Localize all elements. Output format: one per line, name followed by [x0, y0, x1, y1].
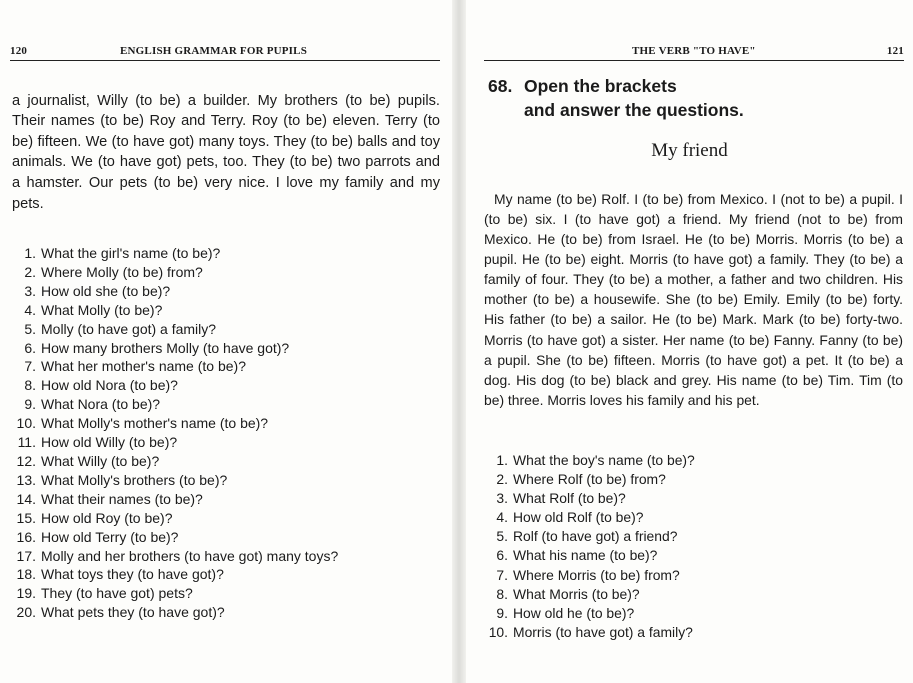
- question-text: How old she (to be)?: [41, 282, 171, 299]
- left-paragraph: a journalist, Willy (to be) a builder. My brothers (to be) pupils. Their names (to be) Roy and Terry. Roy (to be) eleven. Terry (to be) fifteen. We (to have got) many toys. They (to be) balls and toy animals. We (to have got) pets, too. They (to be) two parrots and a hamster. Our pets (to be) very nice. I love my family and my pets.: [12, 92, 440, 212]
- question-number: 6.: [24, 339, 36, 356]
- question-text: They (to have got) pets?: [41, 585, 193, 602]
- question-item: [12, 301, 440, 320]
- question-number: 19.: [16, 585, 36, 602]
- question-number: 1.: [496, 452, 508, 468]
- question-text: What pets they (to have got)?: [41, 604, 225, 621]
- question-text: What toys they (to have got)?: [41, 566, 224, 583]
- question-item: [12, 565, 440, 584]
- question-number: 13.: [16, 471, 36, 488]
- question-text: What Morris (to be)?: [513, 585, 640, 602]
- question-number: 20.: [16, 604, 36, 621]
- question-number: 18.: [16, 566, 36, 583]
- left-running-title: ENGLISH GRAMMAR FOR PUPILS: [120, 45, 308, 57]
- question-item: [12, 471, 440, 490]
- question-number: 1.: [24, 245, 36, 261]
- right-page-number: 121: [886, 45, 904, 57]
- question-text: How old he (to be)?: [513, 604, 635, 621]
- right-running-header: [484, 44, 904, 61]
- question-number: 7.: [496, 566, 508, 583]
- question-item: [484, 527, 903, 546]
- right-running-title: THE VERB "TO HAVE": [632, 45, 756, 57]
- question-item: [12, 376, 440, 395]
- question-item: [12, 339, 440, 358]
- question-item: [12, 528, 440, 547]
- question-item: [12, 244, 440, 263]
- question-number: 5.: [24, 320, 36, 337]
- question-text: What the girl's name (to be)?: [41, 245, 221, 261]
- exercise-heading: [488, 74, 908, 122]
- question-text: Rolf (to have got) a friend?: [513, 528, 678, 545]
- question-item: [484, 470, 903, 489]
- exercise-instruction-line1: Open the brackets: [524, 76, 677, 96]
- question-text: How old Roy (to be)?: [41, 509, 173, 526]
- left-question-list: [12, 244, 440, 622]
- question-item: [12, 509, 440, 528]
- story-title: My friend: [651, 140, 728, 161]
- left-page: [0, 0, 452, 683]
- question-number: 11.: [17, 434, 36, 451]
- question-text: What the boy's name (to be)?: [513, 452, 695, 468]
- question-item: [484, 489, 903, 508]
- question-text: How old Willy (to be)?: [41, 434, 178, 451]
- question-item: [484, 546, 903, 565]
- question-text: What Molly (to be)?: [41, 301, 163, 318]
- question-item: [484, 451, 903, 470]
- question-text: Molly and her brothers (to have got) many toys?: [41, 547, 339, 564]
- question-text: Where Rolf (to be) from?: [513, 471, 666, 488]
- question-item: [484, 585, 903, 604]
- question-number: 4.: [24, 301, 36, 318]
- question-text: Morris (to have got) a family?: [513, 623, 693, 640]
- right-question-list: [484, 451, 903, 642]
- question-text: How old Terry (to be)?: [41, 528, 179, 545]
- question-number: 14.: [16, 490, 36, 507]
- question-item: [484, 604, 903, 623]
- question-number: 15.: [16, 509, 36, 526]
- question-text: Where Morris (to be) from?: [513, 566, 680, 583]
- question-number: 7.: [24, 358, 36, 375]
- question-item: [12, 320, 440, 339]
- question-number: 9.: [496, 604, 508, 621]
- exercise-number: 68.: [488, 76, 513, 96]
- question-text: How many brothers Molly (to have got)?: [41, 339, 290, 356]
- question-text: Where Molly (to be) from?: [41, 263, 203, 280]
- question-text: What her mother's name (to be)?: [41, 358, 246, 375]
- question-number: 3.: [24, 282, 36, 299]
- question-number: 16.: [16, 528, 36, 545]
- question-item: [12, 433, 440, 452]
- story-paragraph: My name (to be) Rolf. I (to be) from Mexico. I (not to be) a pupil. I (to be) six. I (to have got) a friend. My friend (not to be) from Mexico. He (to be) from Israel. He (to be) Morris. Morris (to be) a pupil. He (to be) eight. Morris (to have got) a family. They (to be) a family of four. They (to be) a mother, a father and two children. His mother (to be) a housewife. She (to be) Emily. Emily (to be) forty. His father (to be) a sailor. He (to be) Mark. Mark (to be) forty-two. Morris (to have got) a sister. Her name (to be) Fanny. Fanny (to be) a pupil. She (to be) fifteen. Morris (to have got) a pet. It (to be) a dog. His dog (to be) black and grey. His name (to be) Tim. Tim (to be) three. Morris loves his family and his pet.: [484, 190, 903, 408]
- question-number: 5.: [496, 528, 508, 545]
- question-item: [12, 357, 440, 376]
- question-item: [12, 603, 440, 622]
- question-text: What Molly's brothers (to be)?: [41, 471, 228, 488]
- question-number: 8.: [24, 377, 36, 394]
- question-text: How old Rolf (to be)?: [513, 509, 644, 526]
- question-number: 8.: [496, 585, 508, 602]
- question-text: What Rolf (to be)?: [513, 490, 626, 507]
- question-number: 2.: [24, 263, 36, 280]
- question-item: [12, 395, 440, 414]
- question-number: 2.: [496, 471, 508, 488]
- question-number: 17.: [16, 547, 36, 564]
- question-text: What his name (to be)?: [513, 547, 658, 564]
- question-number: 6.: [496, 547, 508, 564]
- question-item: [484, 566, 903, 585]
- question-number: 10.: [488, 623, 508, 640]
- book-gutter: [452, 0, 466, 683]
- question-item: [12, 452, 440, 471]
- question-item: [12, 414, 440, 433]
- question-text: What their names (to be)?: [41, 490, 203, 507]
- question-number: 3.: [496, 490, 508, 507]
- question-text: What Molly's mother's name (to be)?: [41, 415, 269, 432]
- question-item: [484, 508, 903, 527]
- question-number: 4.: [496, 509, 508, 526]
- question-text: Molly (to have got) a family?: [41, 320, 217, 337]
- question-number: 10.: [16, 415, 36, 432]
- question-text: How old Nora (to be)?: [41, 377, 178, 394]
- question-number: 12.: [16, 452, 36, 469]
- question-item: [12, 263, 440, 282]
- question-text: What Willy (to be)?: [41, 452, 160, 469]
- left-running-header: [10, 44, 440, 61]
- question-item: [484, 623, 903, 642]
- question-text: What Nora (to be)?: [41, 396, 161, 413]
- question-item: [12, 490, 440, 509]
- right-page: [466, 0, 913, 683]
- question-number: 9.: [24, 396, 36, 413]
- left-page-number: 120: [10, 45, 28, 57]
- exercise-instruction-line2: and answer the questions.: [524, 100, 744, 120]
- question-item: [12, 547, 440, 566]
- question-item: [12, 282, 440, 301]
- question-item: [12, 584, 440, 603]
